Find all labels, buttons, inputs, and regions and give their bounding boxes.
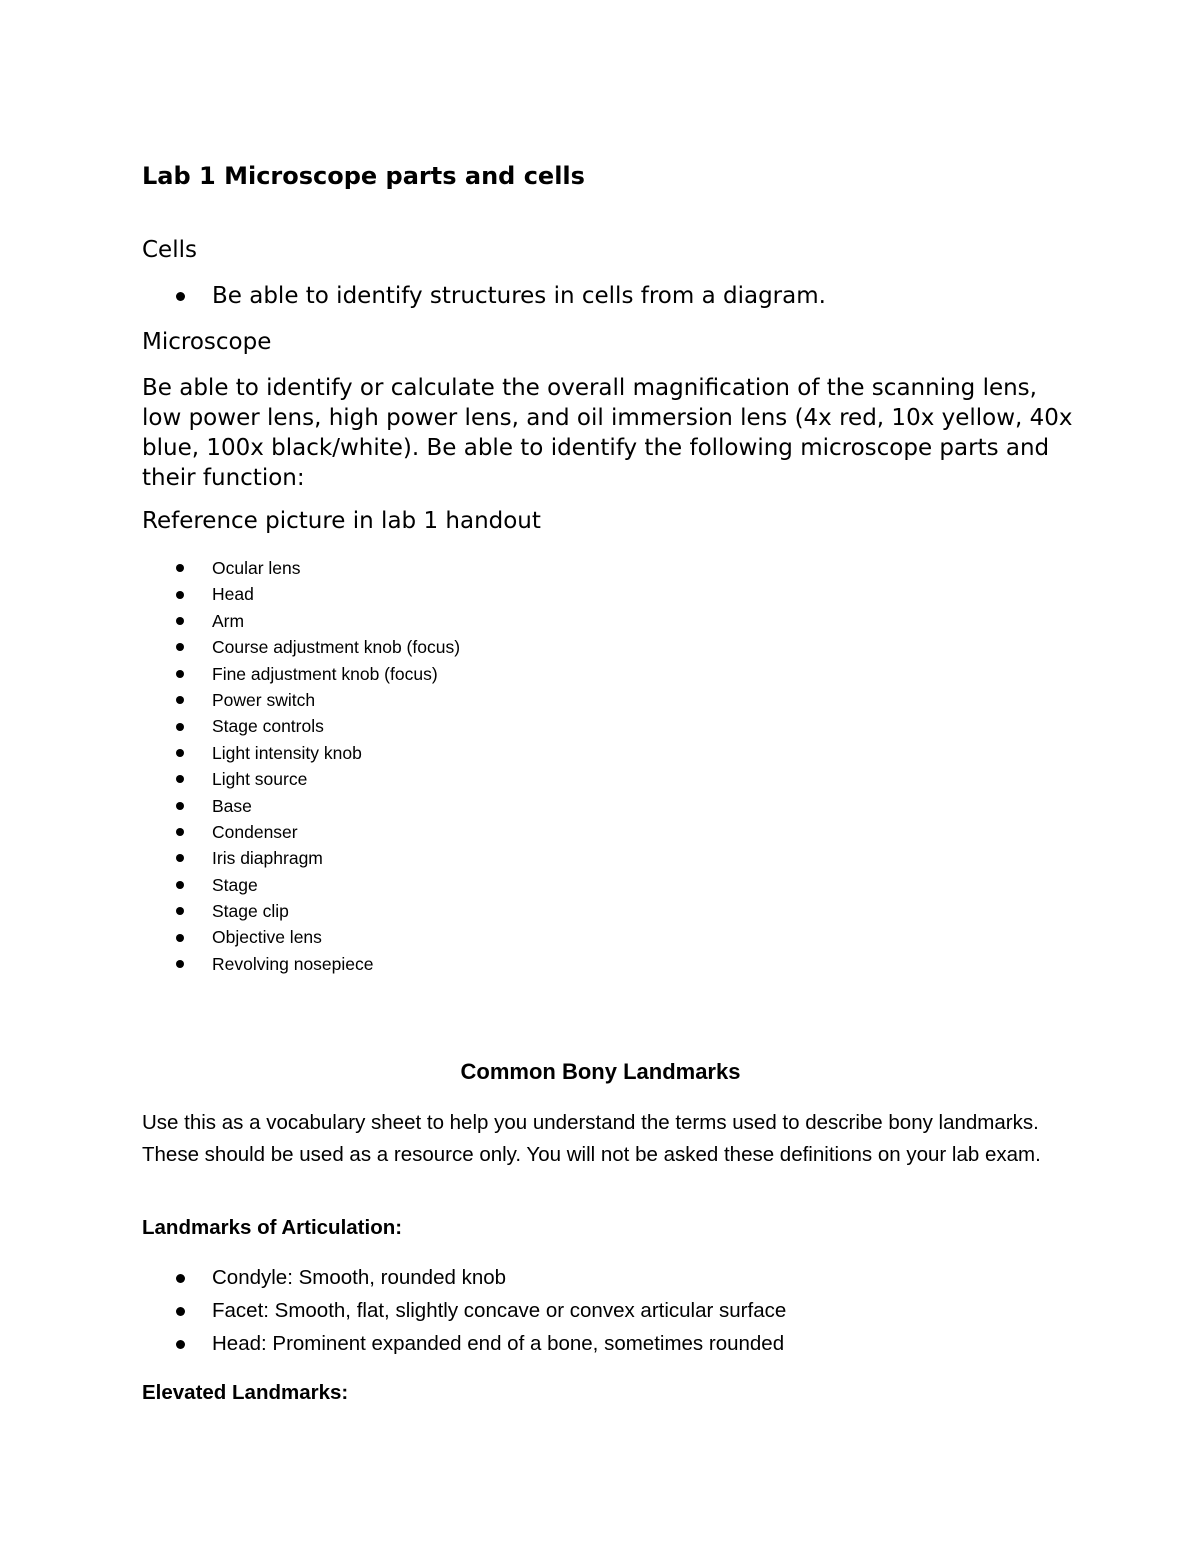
bullet-icon: [176, 564, 184, 572]
articulation-list: [142, 1262, 786, 1361]
bullet-icon: [176, 617, 184, 625]
bullet-icon: [176, 696, 184, 704]
bullet-icon: [176, 960, 184, 968]
page-title: Lab 1 Microscope parts and cells: [142, 162, 585, 190]
list-item: Arm: [142, 609, 460, 635]
list-item: Course adjustment knob (focus): [142, 635, 460, 661]
list-item: Head: [142, 582, 460, 608]
bullet-icon: [176, 723, 184, 731]
list-item: Head: Prominent expanded end of a bone, sometimes rounded: [142, 1328, 786, 1361]
magnification-paragraph: Be able to identify or calculate the overall magnification of the scanning lens, low power lens, high power lens, and oil immersion lens (4x red, 10x yellow, 40x blue, 100x black/white). Be able to identify the following microscope parts and their function:: [142, 375, 1073, 491]
articulation-heading: Landmarks of Articulation:: [142, 1216, 403, 1239]
bullet-icon: [176, 1274, 185, 1283]
bullet-icon: [176, 292, 185, 301]
reference-heading: Reference picture in lab 1 handout: [142, 508, 541, 534]
bullet-icon: [176, 934, 184, 942]
list-item: Facet: Smooth, flat, slightly concave or convex articular surface: [142, 1295, 786, 1328]
list-item: Stage clip: [142, 899, 460, 925]
list-item: Revolving nosepiece: [142, 952, 460, 978]
list-item: Stage controls: [142, 714, 460, 740]
list-item: Objective lens: [142, 925, 460, 951]
elevated-heading: Elevated Landmarks:: [142, 1381, 349, 1404]
list-item: Light intensity knob: [142, 741, 460, 767]
bullet-icon: [176, 854, 184, 862]
bony-landmarks-intro: Use this as a vocabulary sheet to help you understand the terms used to describe bony landmarks. These should be used as a resource only. You will not be asked these definitions on your lab exam.: [142, 1111, 1041, 1166]
microscope-parts-list: [142, 556, 460, 978]
cells-heading: Cells: [142, 237, 197, 263]
list-item: Condenser: [142, 820, 460, 846]
list-item: Condyle: Smooth, rounded knob: [142, 1262, 786, 1295]
bullet-icon: [176, 591, 184, 599]
bullet-icon: [176, 643, 184, 651]
list-item: Stage: [142, 873, 460, 899]
bullet-icon: [176, 881, 184, 889]
list-item: Light source: [142, 767, 460, 793]
microscope-heading: Microscope: [142, 329, 272, 355]
bullet-icon: [176, 802, 184, 810]
list-item: Ocular lens: [142, 556, 460, 582]
bullet-icon: [176, 907, 184, 915]
list-item: Fine adjustment knob (focus): [142, 662, 460, 688]
list-item: Iris diaphragm: [142, 846, 460, 872]
bullet-icon: [176, 1307, 185, 1316]
list-item: Base: [142, 794, 460, 820]
bullet-icon: [176, 828, 184, 836]
bullet-icon: [176, 670, 184, 678]
list-item: Power switch: [142, 688, 460, 714]
bullet-icon: [176, 1340, 185, 1349]
cells-list: [142, 283, 826, 309]
bullet-icon: [176, 749, 184, 757]
list-item: Be able to identify structures in cells from a diagram.: [142, 283, 826, 309]
bullet-icon: [176, 775, 184, 783]
bony-landmarks-title: Common Bony Landmarks: [460, 1059, 741, 1084]
